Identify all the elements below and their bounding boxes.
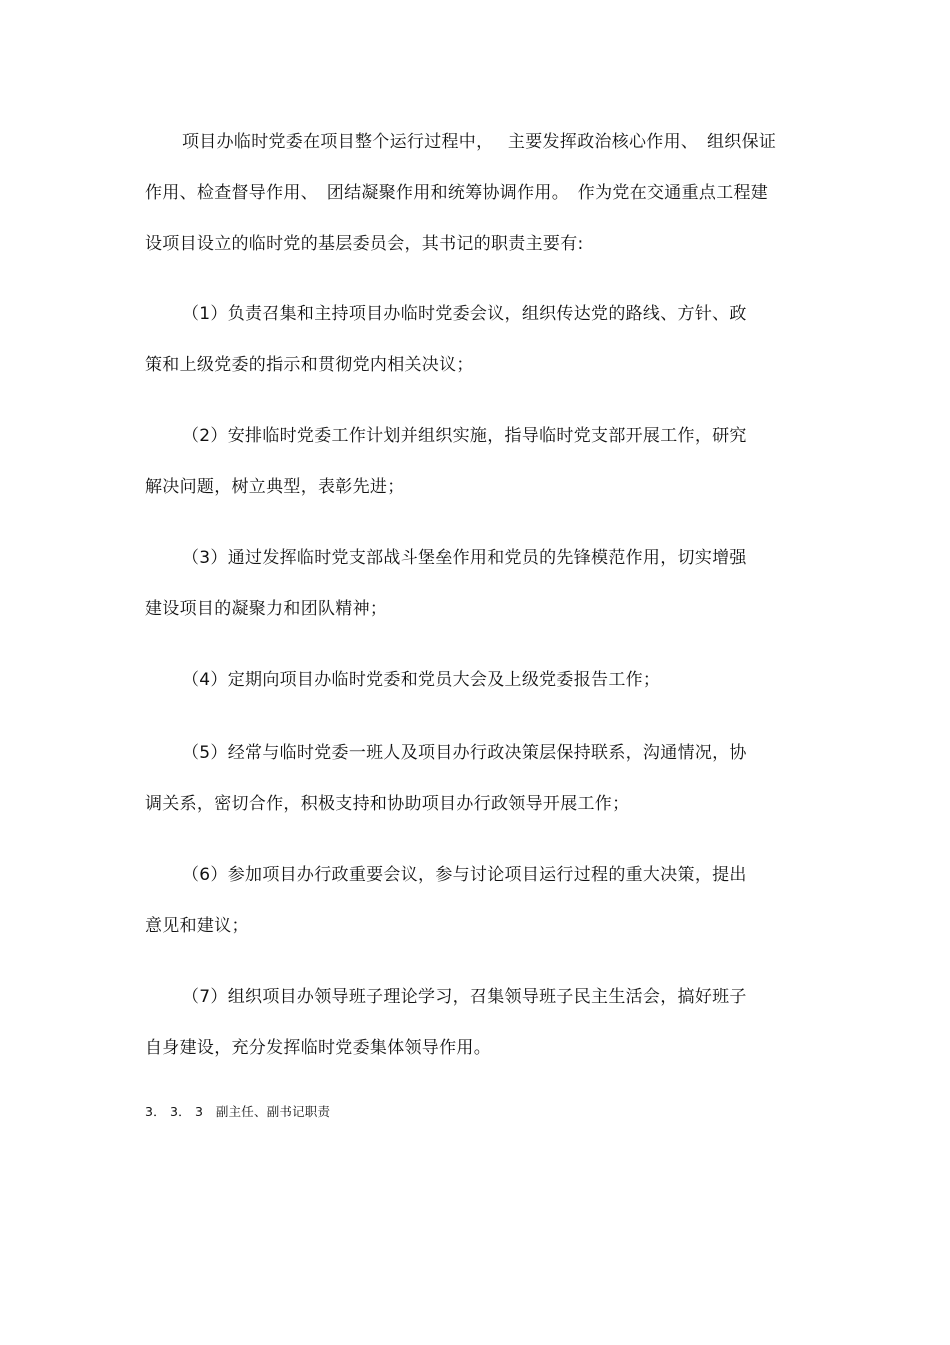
intro-line-2: 作用、检查督导作用、 团结凝聚作用和统筹协调作用。 作为党在交通重点工程建	[145, 183, 769, 203]
section-heading: 3． 3． 3 副主任、副书记职责	[145, 1104, 331, 1119]
item-3-line-2: 建设项目的凝聚力和团队精神；	[145, 599, 388, 619]
intro-line-3: 设项目设立的临时党的基层委员会，其书记的职责主要有:	[145, 234, 584, 254]
item-7-line-1: （7）组织项目办领导班子理论学习，召集领导班子民主生活会，搞好班子	[182, 987, 747, 1007]
item-2-line-2: 解决问题，树立典型，表彰先进；	[145, 477, 405, 497]
item-2-line-1: （2）安排临时党委工作计划并组织实施，指导临时党支部开展工作，研究	[182, 426, 747, 446]
item-4-line-1: （4）定期向项目办临时党委和党员大会及上级党委报告工作；	[182, 670, 661, 690]
item-5-line-2: 调关系，密切合作，积极支持和协助项目办行政领导开展工作；	[145, 794, 630, 814]
item-6-line-2: 意见和建议；	[145, 916, 249, 936]
item-1-line-2: 策和上级党委的指示和贯彻党内相关决议；	[145, 355, 474, 375]
intro-line-1: 项目办临时党委在项目整个运行过程中， 主要发挥政治核心作用、 组织保证	[182, 132, 777, 152]
item-6-line-1: （6）参加项目办行政重要会议，参与讨论项目运行过程的重大决策，提出	[182, 865, 747, 885]
item-1-line-1: （1）负责召集和主持项目办临时党委会议，组织传达党的路线、方针、政	[182, 304, 747, 324]
item-7-line-2: 自身建设，充分发挥临时党委集体领导作用。	[145, 1038, 491, 1058]
item-5-line-1: （5）经常与临时党委一班人及项目办行政决策层保持联系，沟通情况，协	[182, 743, 747, 763]
item-3-line-1: （3）通过发挥临时党支部战斗堡垒作用和党员的先锋模范作用，切实增强	[182, 548, 747, 568]
